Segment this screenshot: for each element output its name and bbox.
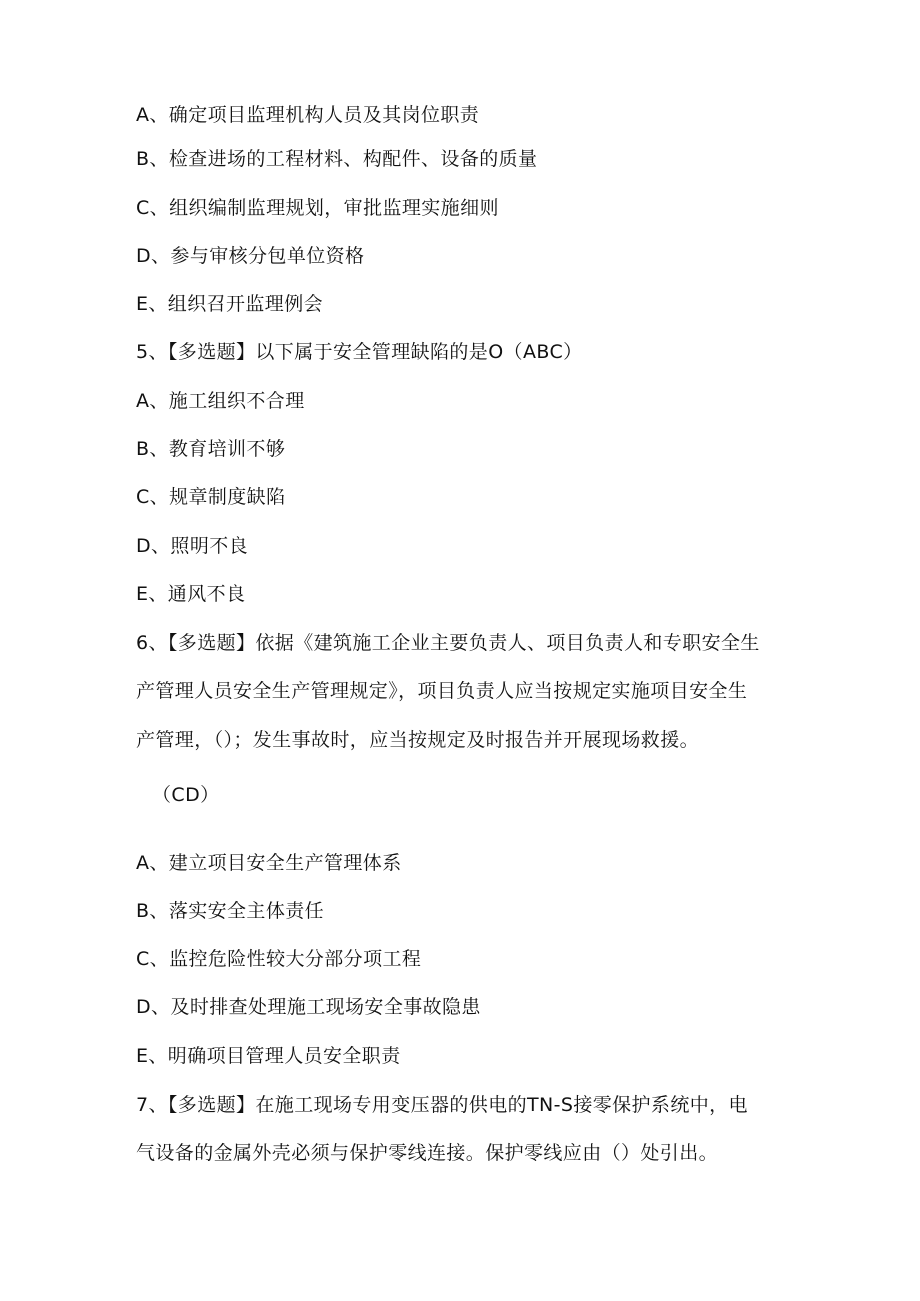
q6-option-c: C、监控危险性较大分部分项工程 [136, 948, 422, 970]
q4-option-a: A、确定项目监理机构人员及其岗位职责 [136, 104, 480, 126]
q6-stem-line-1: 6、【多选题】依据《建筑施工企业主要负责人、项目负责人和专职安全生 [136, 632, 760, 654]
q4-option-c: C、组织编制监理规划，审批监理实施细则 [136, 197, 499, 219]
q7-stem-line-2: 气设备的金属外壳必须与保护零线连接。保护零线应由（）处引出。 [136, 1142, 719, 1164]
q6-option-d: D、及时排查处理施工现场安全事故隐患 [136, 996, 481, 1018]
q6-option-e: E、明确项目管理人员安全职责 [136, 1045, 401, 1067]
q4-option-b: B、检查进场的工程材料、构配件、设备的质量 [136, 148, 538, 170]
q5-option-a: A、施工组织不合理 [136, 390, 305, 412]
q5-option-e: E、通风不良 [136, 583, 246, 605]
q5-option-d: D、照明不良 [136, 535, 249, 557]
q5-stem: 5、【多选题】以下属于安全管理缺陷的是O（ABC） [136, 341, 583, 363]
q6-option-a: A、建立项目安全生产管理体系 [136, 852, 402, 874]
q4-option-d: D、参与审核分包单位资格 [136, 245, 365, 267]
q7-stem-line-1: 7、【多选题】在施工现场专用变压器的供电的TN-S接零保护系统中，电 [136, 1094, 748, 1116]
q6-answer: （CD） [152, 784, 220, 806]
q6-option-b: B、落实安全主体责任 [136, 900, 325, 922]
q6-stem-line-3: 产管理，（）；发生事故时，应当按规定及时报告并开展现场救援。 [136, 729, 700, 751]
q5-option-c: C、规章制度缺陷 [136, 486, 286, 508]
q6-stem-line-2: 产管理人员安全生产管理规定》，项目负责人应当按规定实施项目安全生 [136, 680, 748, 702]
q4-option-e: E、组织召开监理例会 [136, 293, 324, 315]
q5-option-b: B、教育培训不够 [136, 438, 286, 460]
